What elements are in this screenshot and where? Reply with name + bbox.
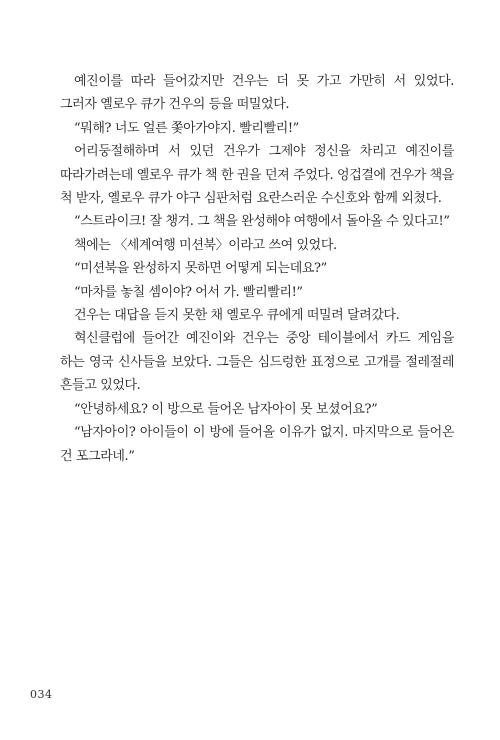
paragraph: 건우는 대답을 듣지 못한 채 옐로우 큐에게 떠밀려 달려갔다. <box>74 308 400 324</box>
paragraph: “스트라이크! 잘 챙겨. 그 책을 완성해야 여행에서 돌아올 수 있다고!” <box>74 214 450 230</box>
page-number: 034 <box>30 688 53 701</box>
body-text <box>60 70 454 468</box>
paragraph: 예진이를 따라 들어갔지만 건우는 더 못 가고 가만히 서 있었다. 그러자 옐로우 큐가 건우의 등을 떠밀었다. <box>60 74 454 113</box>
paragraph: 어리둥절해하며 서 있던 건우가 그제야 정신을 차리고 예진이를 따라가려는데 옐로우 큐가 책 한 권을 던져 주었다. 엉겁결에 건우가 책을 척 받자, 옐로우 큐가 야구 심판처럼 요란스러운 수신호와 함께 외쳤다. <box>60 144 454 207</box>
paragraph: 책에는 〈세계여행 미션북〉이라고 쓰여 있었다. <box>74 237 337 253</box>
paragraph: 혁신클럽에 들어간 예진이와 건우는 중앙 테이블에서 카드 게임을 하는 영국 신사들을 보았다. 그들은 심드렁한 표정으로 고개를 절레절레 흔들고 있었다. <box>60 331 454 394</box>
paragraph: “뭐해? 너도 얼른 쫓아가야지. 빨리빨리!” <box>74 120 299 136</box>
paragraph: “미션북을 완성하지 못하면 어떻게 되는데요?” <box>74 261 327 277</box>
paragraph: “안녕하세요? 이 방으로 들어온 남자아이 못 보셨어요?” <box>74 401 378 417</box>
paragraph: “남자아이? 아이들이 이 방에 들어올 이유가 없지. 마지막으로 들어온 건 포그라네.” <box>60 425 454 464</box>
paragraph: “마차를 놓칠 셈이야? 어서 가. 빨리빨리!” <box>74 284 303 300</box>
